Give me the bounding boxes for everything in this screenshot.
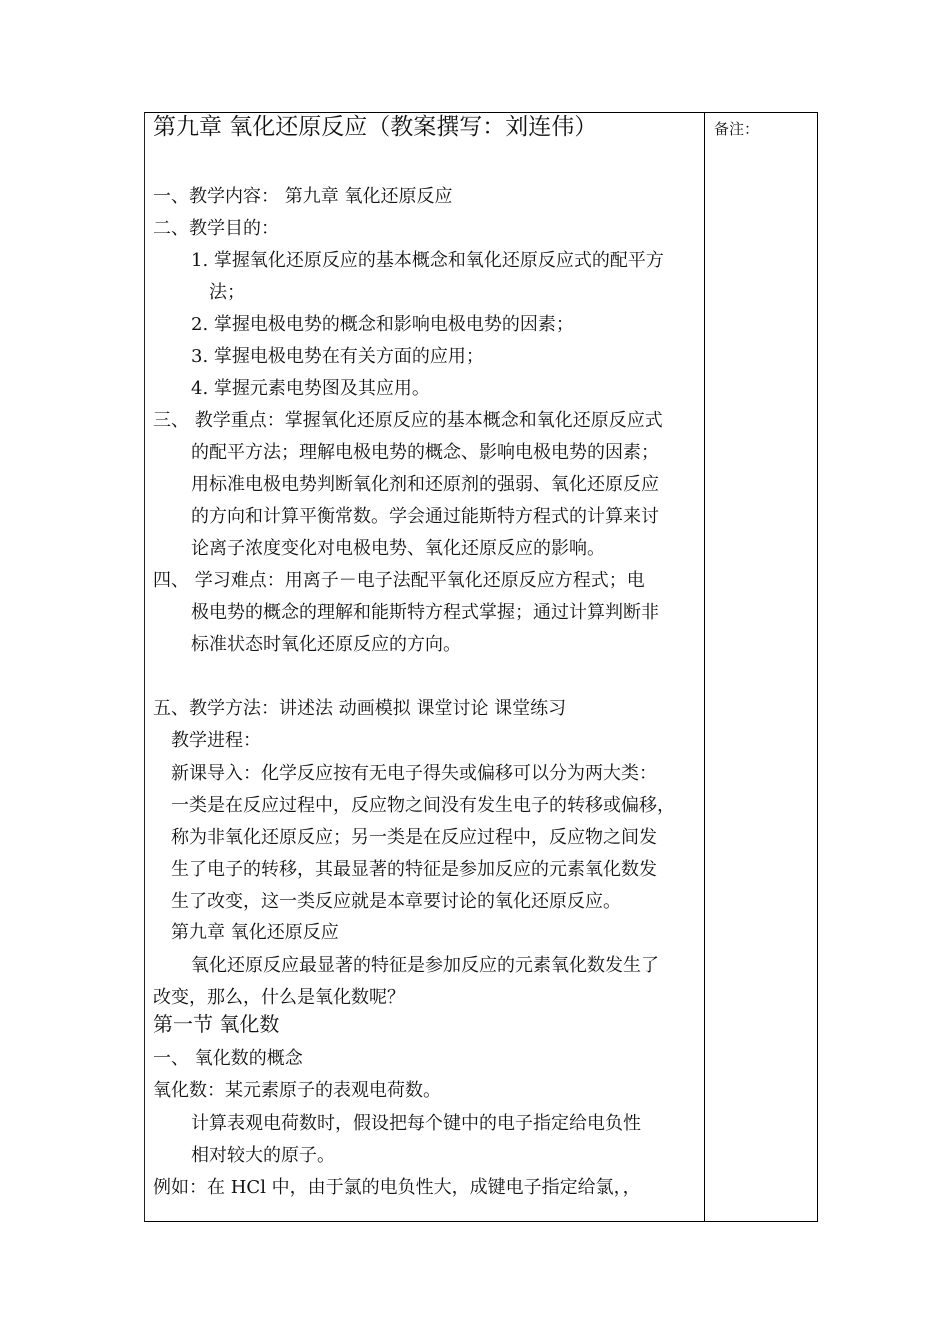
text-line: 称为非氧化还原反应；另一类是在反应过程中，反应物之间发 bbox=[171, 827, 657, 848]
text-line: 的方向和计算平衡常数。学会通过能斯特方程式的计算来讨 bbox=[191, 506, 659, 527]
text-line: 一、教学内容： 第九章 氧化还原反应 bbox=[153, 186, 453, 207]
text-line: 一类是在反应过程中，反应物之间没有发生电子的转移或偏移， bbox=[171, 795, 675, 816]
chapter-title: 第九章 氧化还原反应（教案撰写：刘连伟） bbox=[153, 114, 598, 140]
text-line: 论离子浓度变化对电极电势、氧化还原反应的影响。 bbox=[191, 538, 605, 559]
text-line: 1. 掌握氧化还原反应的基本概念和氧化还原反应式的配平方 bbox=[191, 250, 664, 271]
text-line: 五、教学方法：讲述法 动画模拟 课堂讨论 课堂练习 bbox=[153, 698, 567, 719]
text-line: 用标准电极电势判断氧化剂和还原剂的强弱、氧化还原反应 bbox=[191, 474, 659, 495]
text-line: 四、 学习难点：用离子－电子法配平氧化还原反应方程式；电 bbox=[153, 570, 645, 591]
text-line: 改变，那么，什么是氧化数呢？ bbox=[153, 987, 405, 1008]
text-line: 极电势的概念的理解和能斯特方程式掌握；通过计算判断非 bbox=[191, 602, 659, 623]
text-line: 氧化数：某元素原子的表观电荷数。 bbox=[153, 1080, 441, 1101]
text-line: 计算表观电荷数时，假设把每个键中的电子指定给电负性 bbox=[191, 1113, 641, 1134]
text-line: 例如：在 HCl 中，由于氯的电负性大，成键电子指定给氯，， bbox=[153, 1177, 641, 1198]
text-line: 4. 掌握元素电势图及其应用。 bbox=[191, 378, 430, 399]
text-line: 相对较大的原子。 bbox=[191, 1145, 335, 1166]
text-line: 生了改变，这一类反应就是本章要讨论的氧化还原反应。 bbox=[171, 891, 621, 912]
text-line: 三、 教学重点：掌握氧化还原反应的基本概念和氧化还原反应式 bbox=[153, 410, 663, 431]
text-line: 第一节 氧化数 bbox=[153, 1012, 280, 1036]
text-line: 第九章 氧化还原反应 bbox=[171, 922, 339, 943]
text-line: 生了电子的转移，其最显著的特征是参加反应的元素氧化数发 bbox=[171, 859, 657, 880]
text-line: 教学进程： bbox=[171, 730, 261, 751]
text-line: 二、教学目的： bbox=[153, 218, 279, 239]
column-divider bbox=[704, 112, 705, 1222]
text-line: 法； bbox=[209, 282, 245, 303]
text-line: 2. 掌握电极电势的概念和影响电极电势的因素； bbox=[191, 314, 574, 335]
remark-label: 备注： bbox=[714, 120, 760, 138]
text-line: 标准状态时氧化还原反应的方向。 bbox=[191, 634, 461, 655]
text-line: 氧化还原反应最显著的特征是参加反应的元素氧化数发生了 bbox=[191, 955, 659, 976]
text-line: 3. 掌握电极电势在有关方面的应用； bbox=[191, 346, 484, 367]
text-line: 的配平方法；理解电极电势的概念、影响电极电势的因素； bbox=[191, 442, 659, 463]
text-line: 一、 氧化数的概念 bbox=[153, 1048, 303, 1069]
text-line: 新课导入：化学反应按有无电子得失或偏移可以分为两大类： bbox=[171, 763, 657, 784]
